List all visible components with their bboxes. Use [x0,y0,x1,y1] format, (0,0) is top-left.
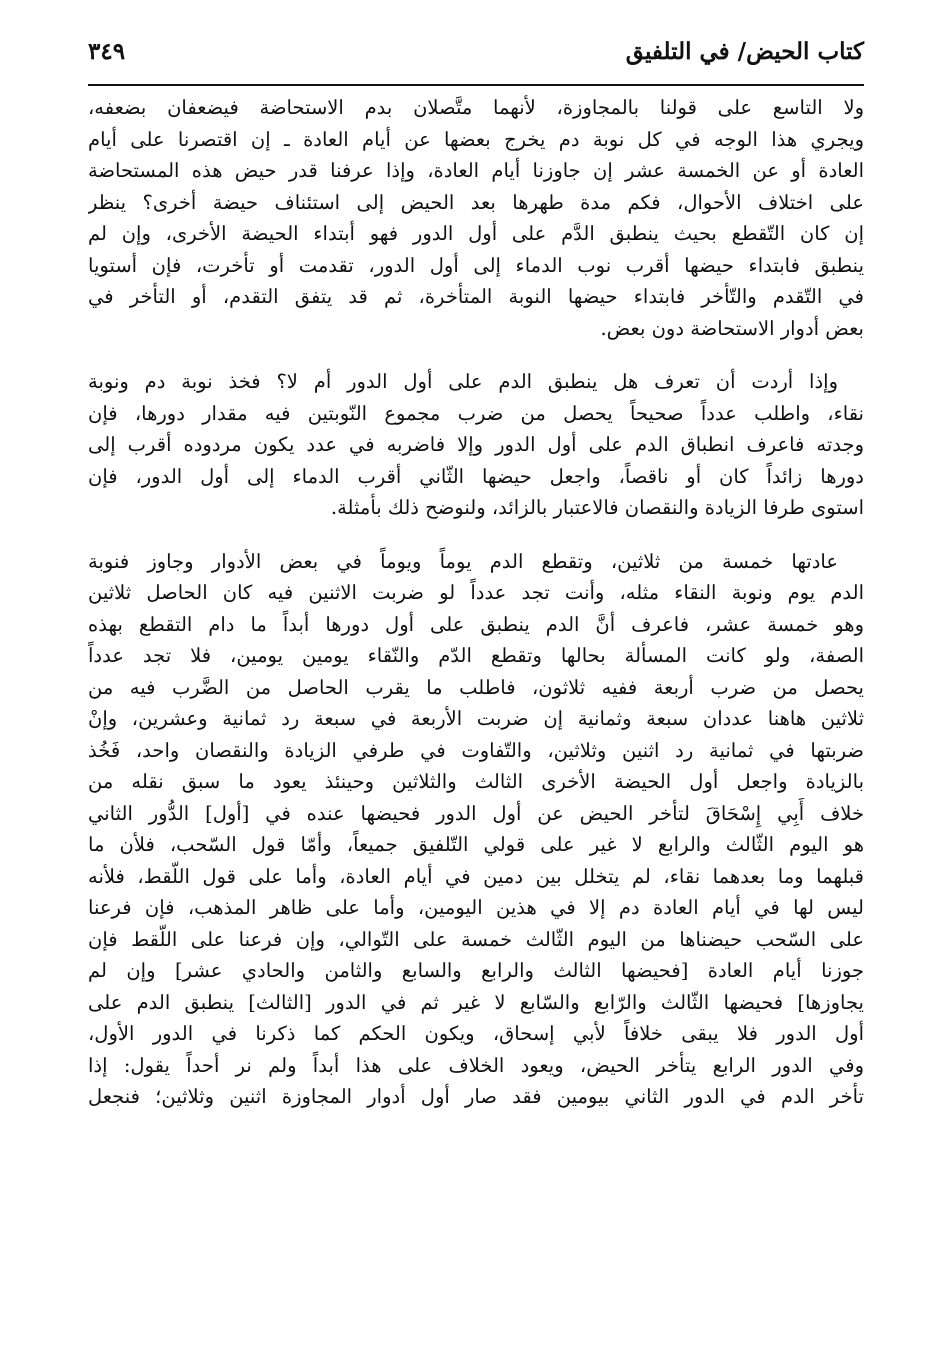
text-line: ليس لها في أيام العادة دم إلا في هذين اليومين، وأما على ظاهر المذهب، فإن فرعنا [88,896,864,919]
text-line: نقاء، واطلب عدداً صحيحاً يحصل من ضرب مجموع النّوبتين فيه مقدار دورها، فإن [88,401,864,425]
text-line: يحصل من ضرب أربعة ففيه ثلاثون، فاطلب ما يقرب الحاصل من الضَّرب فيه من [88,675,864,699]
running-title: كتاب الحيض/ في التلفيق [625,38,864,65]
text-line: جوزنا أيام العادة [فحيضها الثالث والرابع والسابع والثامن والحادي عشر] وإن لم [88,959,864,982]
text-line: في التّقدم والتّأخر فابتداء حيضها النوبة المتأخرة، ثم قد يتفق التقدم، أو التأخر في [88,285,864,308]
text-line: ويجري هذا الوجه في كل نوبة دم يخرج بعضها عن أيام العادة ـ إن اقتصرنا على أيام [88,127,864,151]
text-line: هو اليوم الثّالث والرابع لا غير على قولي التّلفيق جميعاً، وأمّا قول السّحب، فلأن ما [88,833,864,856]
text-line: خلاف أَبِي إِسْحَاقَ لتأخر الحيض عن أول الدور فحيضها عنده في [أول] الدُّور الثاني [88,801,864,825]
text-line: دورها زائداً كان أو ناقصاً، واجعل حيضها الثّاني أقرب الدماء إلى أول الدور، فإن [88,464,864,488]
text-line: ثلاثين هاهنا عددان سبعة وثمانية إن ضربت الأربعة في سبعة رد ثمانية وعشرين، وإنْ [88,707,864,730]
text-line: تأخر الدم في الدور الثاني بيومين فقد صار أول أدوار المجاوزة اثنين وثلاثين؛ فنجعل [88,1085,864,1108]
text-line: بالزيادة واجعل أول الحيضة الأخرى الثالث والثلاثين وحينئذ يعود ما سبق نقله من [88,770,864,793]
body-text [88,92,864,1135]
text-line: استوى طرفا الزيادة والنقصان فالاعتبار بالزائد، ولنوضح ذلك بأمثلة. [330,496,864,519]
paragraph-3 [88,546,864,1113]
text-line: إن كان التّقطع بحيث ينطبق الدَّم على أول الدور فهو أبتداء الحيضة الأخرى، وإن لم [88,222,864,245]
running-header [88,34,864,78]
text-line: ولا التاسع على قولنا بالمجاوزة، لأنهما متَّصلان بدم الاستحاضة فيضعفان بضعفه، [88,96,864,119]
text-line: ضربتها في ثمانية رد اثنين وثلاثين، والتّفاوت في طرفي الزيادة والنقصان واحد، فَخُذ [88,738,864,762]
text-line: وهو خمسة عشر، فاعرف أنَّ الدم ينطبق على أول دورها أبداً ما دام التقطع بهذه [88,612,864,636]
text-line: بعض أدوار الاستحاضة دون بعض. [600,316,864,340]
text-line: أول الدور فلا يبقى خلافاً لأبي إسحاق، ويكون الحكم كما ذكرنا في الدور الأول، [88,1022,864,1045]
text-line: وفي الدور الرابع يتأخر الحيض، ويعود الخلاف على هذا أبداً ولم نر أحداً يقول: إذا [88,1053,864,1077]
paragraph-1 [88,92,864,344]
page-number: ٣٤٩ [88,38,126,65]
text-line: على اختلاف الأحوال، فكم مدة طهرها بعد الحيض إلى استئناف حيضة أخرى؟ ينظر [88,190,864,214]
text-line: عادتها خمسة من ثلاثين، وتقطع الدم يوماً ويوماً في بعض الأدوار وجاوز فنوبة [88,549,838,573]
header-divider [88,84,864,86]
text-line: وإذا أردت أن تعرف هل ينطبق الدم على أول الدور أم لا؟ فخذ نوبة دم ونوبة [88,370,838,393]
text-line: وجدته فاعرف انطباق الدم على أول الدور وإلا فاضربه في عدد يكون مردوده أقرب إلى [88,433,864,456]
text-line: يجاوزها] فحيضها الثّالث والرّابع والسّابع لا غير ثم في الدور [الثالث] ينطبق الدم على [88,990,864,1014]
text-line: العادة أو عن الخمسة عشر إن جاوزنا أيام العادة، وإذا عرفنا قدر حيض هذه المستحاضة [88,159,864,182]
paragraph-2 [88,366,864,524]
text-line: ينطبق فابتداء حيضها أقرب نوب الدماء إلى أول الدور، تقدمت أو تأخرت، فإن أستويا [88,253,864,277]
text-line: الدم يوم ونوبة النقاء مثله، وأنت تجد عدداً لو ضربت الاثنين فيه كان الحاصل ثلاثين [88,581,864,604]
text-line: قبلهما وما بعدهما نقاء، لم يتخلل بين دمين في أيام العادة، وأما على قول اللّقط، فلأنه [88,864,864,888]
text-line: الصفة، ولو كانت المسألة بحالها وتقطع الدّم والنّقاء يومين يومين، فلا تجد عدداً [88,644,864,667]
text-line: على السّحب حيضناها من اليوم الثّالث خمسة على التّوالي، وإن فرعنا على اللّقط فإن [88,927,864,951]
